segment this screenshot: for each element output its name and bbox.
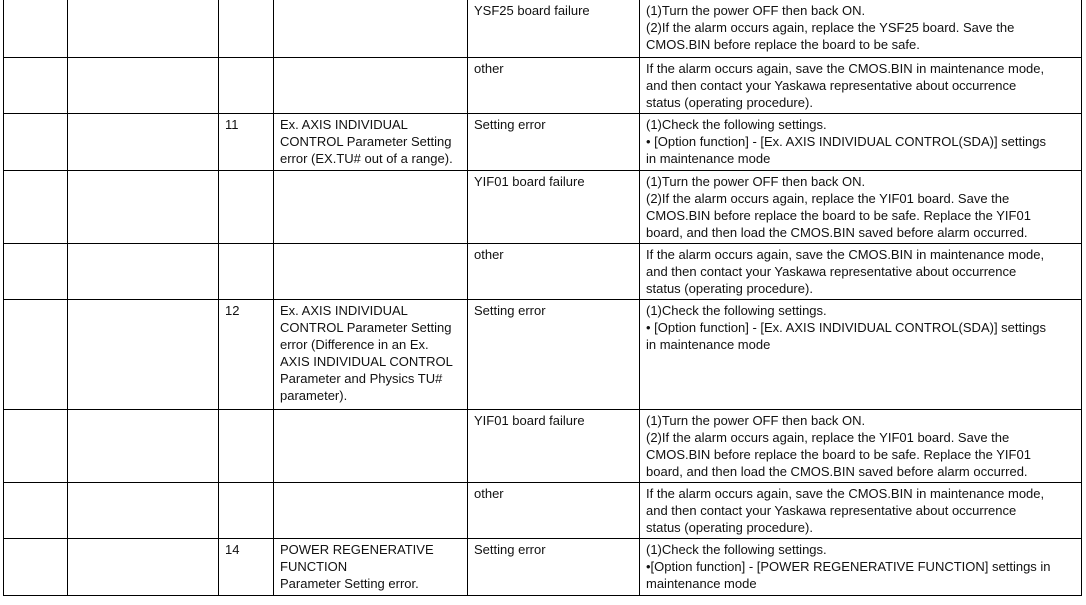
remedy-line: (1)Check the following settings. (646, 116, 827, 132)
remedy-line: (1)Turn the power OFF then back ON. (646, 3, 866, 18)
remedy-line: (1)Check the following settings. (646, 302, 827, 318)
sub-code-cell (219, 57, 274, 113)
alarm-table-body (4, 0, 1082, 595)
alarm-name-cell (68, 482, 219, 538)
remedy-cell (640, 243, 1082, 299)
remedy-cell (640, 482, 1082, 538)
remedy-line: in maintenance mode (646, 336, 771, 352)
remedy-line: • [Option function] - [Ex. AXIS INDIVIDUAL CONTROL(SDA)] settings (646, 133, 1046, 149)
sub-code-cell (219, 409, 274, 482)
detail-line: parameter). (280, 387, 348, 403)
remedy-line: (2)If the alarm occurs again, replace the YIF01 board. Save the (646, 429, 1010, 445)
cause-cell: YIF01 board failure (468, 409, 640, 482)
detail-line: Parameter and Physics TU# (280, 370, 443, 386)
table-row (4, 113, 1082, 170)
remedy-line: (1)Turn the power OFF then back ON. (646, 173, 866, 189)
cause-cell: Setting error (468, 113, 640, 170)
sub-detail-cell (274, 409, 468, 482)
alarm-name-cell (68, 57, 219, 113)
table-row (4, 299, 1082, 409)
remedy-line: maintenance mode (646, 575, 757, 591)
alarm-number-cell (4, 57, 68, 113)
sub-code-cell (219, 170, 274, 243)
sub-detail-cell (274, 243, 468, 299)
sub-code-cell: 12 (219, 299, 274, 409)
table-row (4, 538, 1082, 595)
sub-detail-cell (274, 482, 468, 538)
alarm-number-cell (4, 113, 68, 170)
detail-line: AXIS INDIVIDUAL CONTROL (280, 353, 453, 369)
sub-code-cell: 14 (219, 538, 274, 595)
remedy-cell (640, 113, 1082, 170)
detail-line: error (Difference in an Ex. (280, 336, 429, 352)
sub-detail-cell (274, 57, 468, 113)
remedy-cell (640, 57, 1082, 113)
alarm-name-cell (68, 170, 219, 243)
remedy-line: and then contact your Yaskawa representative about occurrence (646, 77, 1017, 93)
table-row (4, 243, 1082, 299)
remedy-line: (1)Turn the power OFF then back ON. (646, 412, 866, 428)
alarm-number-cell (4, 243, 68, 299)
remedy-line: and then contact your Yaskawa representative about occurrence (646, 502, 1017, 518)
detail-line: CONTROL Parameter Setting (280, 133, 452, 149)
cause-cell: Setting error (468, 538, 640, 595)
sub-code-cell: 11 (219, 113, 274, 170)
alarm-name-cell (68, 299, 219, 409)
remedy-line: in maintenance mode (646, 150, 771, 166)
remedy-line: status (operating procedure). (646, 519, 813, 535)
alarm-table (3, 0, 1082, 596)
table-row (4, 170, 1082, 243)
remedy-line: (1)Check the following settings. (646, 541, 827, 557)
remedy-line: board, and then load the CMOS.BIN saved before alarm occurred. (646, 224, 1028, 240)
remedy-line: CMOS.BIN before replace the board to be safe. Replace the YIF01 (646, 207, 1031, 223)
remedy-cell (640, 538, 1082, 595)
remedy-line: • [Option function] - [Ex. AXIS INDIVIDUAL CONTROL(SDA)] settings (646, 319, 1046, 335)
alarm-number-cell (4, 170, 68, 243)
remedy-line: board, and then load the CMOS.BIN saved before alarm occurred. (646, 463, 1028, 479)
alarm-name-cell (68, 113, 219, 170)
alarm-number-cell (4, 409, 68, 482)
table-row (4, 0, 1082, 57)
alarm-name-cell (68, 0, 219, 57)
table-row (4, 57, 1082, 113)
cause-cell: other (468, 243, 640, 299)
remedy-line: (2)If the alarm occurs again, replace the YIF01 board. Save the (646, 190, 1010, 206)
remedy-line: If the alarm occurs again, save the CMOS.BIN in maintenance mode, (646, 246, 1045, 262)
remedy-cell (640, 409, 1082, 482)
table-row (4, 482, 1082, 538)
alarm-name-cell (68, 538, 219, 595)
sub-detail-cell (274, 538, 468, 595)
detail-line: Ex. AXIS INDIVIDUAL (280, 116, 408, 132)
detail-line: POWER REGENERATIVE (280, 541, 434, 557)
detail-line: FUNCTION (280, 558, 348, 574)
cause-cell: YSF25 board failure (468, 0, 640, 57)
remedy-line: and then contact your Yaskawa representative about occurrence (646, 263, 1017, 279)
alarm-name-cell (68, 243, 219, 299)
cause-cell: other (468, 482, 640, 538)
alarm-number-cell (4, 0, 68, 57)
table-row (4, 409, 1082, 482)
remedy-cell (640, 299, 1082, 409)
detail-line: error (EX.TU# out of a range). (280, 150, 453, 166)
cause-cell: YIF01 board failure (468, 170, 640, 243)
sub-detail-cell (274, 0, 468, 57)
detail-line: Parameter Setting error. (280, 575, 419, 591)
sub-code-cell (219, 243, 274, 299)
sub-detail-cell (274, 299, 468, 409)
alarm-number-cell (4, 299, 68, 409)
remedy-line: CMOS.BIN before replace the board to be safe. Replace the YIF01 (646, 446, 1031, 462)
remedy-line: (2)If the alarm occurs again, replace the YSF25 board. Save the (646, 20, 1015, 35)
detail-line: Ex. AXIS INDIVIDUAL (280, 302, 408, 318)
remedy-line: If the alarm occurs again, save the CMOS.BIN in maintenance mode, (646, 485, 1045, 501)
cause-cell: Setting error (468, 299, 640, 409)
sub-detail-cell (274, 170, 468, 243)
sub-code-cell (219, 482, 274, 538)
cause-cell: other (468, 57, 640, 113)
sub-detail-cell (274, 113, 468, 170)
alarm-number-cell (4, 482, 68, 538)
remedy-line: status (operating procedure). (646, 94, 813, 110)
remedy-line: CMOS.BIN before replace the board to be safe. (646, 37, 920, 52)
sub-code-cell (219, 0, 274, 57)
remedy-line: status (operating procedure). (646, 280, 813, 296)
detail-line: CONTROL Parameter Setting (280, 319, 452, 335)
alarm-number-cell (4, 538, 68, 595)
remedy-line: If the alarm occurs again, save the CMOS.BIN in maintenance mode, (646, 60, 1045, 76)
alarm-name-cell (68, 409, 219, 482)
remedy-line: •[Option function] - [POWER REGENERATIVE FUNCTION] settings in (646, 558, 1051, 574)
remedy-cell (640, 0, 1082, 57)
remedy-cell (640, 170, 1082, 243)
